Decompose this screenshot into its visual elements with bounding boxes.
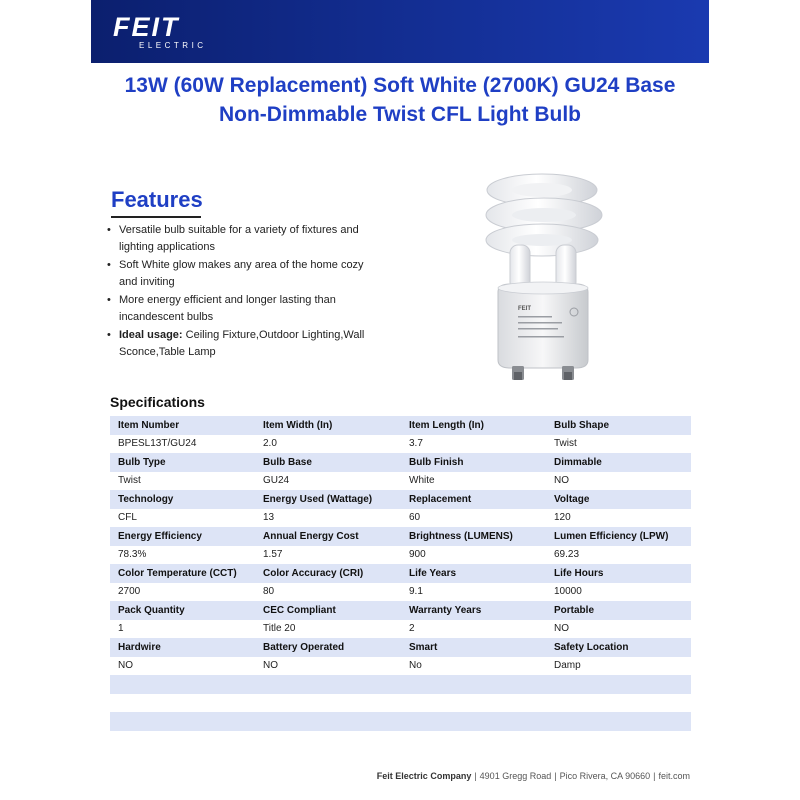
spec-value-cell: 69.23 <box>546 546 691 565</box>
spec-empty-cell <box>546 694 691 713</box>
spec-value-cell: 60 <box>401 509 546 528</box>
spec-header-cell: Bulb Base <box>255 453 401 472</box>
features-heading: Features <box>111 187 203 212</box>
feature-item-usage <box>107 327 377 361</box>
spec-header-cell: Warranty Years <box>401 601 546 620</box>
cfl-twist-bulb-image <box>470 160 620 385</box>
product-title <box>91 71 709 129</box>
spec-header-cell: Portable <box>546 601 691 620</box>
spec-header-row <box>110 564 691 583</box>
header-banner <box>91 0 709 63</box>
spec-value-cell: Twist <box>546 435 691 454</box>
footer-separator: | <box>474 771 477 781</box>
spec-empty-cell <box>255 675 401 694</box>
spec-header-cell: Energy Efficiency <box>110 527 255 546</box>
spec-value-cell: 2 <box>401 620 546 639</box>
spec-header-cell: Voltage <box>546 490 691 509</box>
spec-value-row <box>110 472 691 491</box>
spec-empty-row <box>110 675 691 694</box>
spec-header-cell: Battery Operated <box>255 638 401 657</box>
spec-header-cell: Annual Energy Cost <box>255 527 401 546</box>
specifications-table <box>110 416 691 731</box>
spec-header-row <box>110 490 691 509</box>
spec-header-cell: Life Years <box>401 564 546 583</box>
spec-value-cell: 120 <box>546 509 691 528</box>
spec-header-row <box>110 601 691 620</box>
spec-empty-cell <box>110 712 255 731</box>
spec-value-row <box>110 435 691 454</box>
spec-value-cell: Twist <box>110 472 255 491</box>
logo-wordmark: FEIT <box>113 12 180 42</box>
spec-value-cell: CFL <box>110 509 255 528</box>
spec-header-cell: Bulb Finish <box>401 453 546 472</box>
spec-empty-cell <box>546 675 691 694</box>
spec-value-cell: 9.1 <box>401 583 546 602</box>
spec-value-cell: 3.7 <box>401 435 546 454</box>
usage-label: Ideal usage: <box>119 329 183 341</box>
spec-header-cell: CEC Compliant <box>255 601 401 620</box>
footer-separator: | <box>653 771 656 781</box>
spec-header-cell: Color Temperature (CCT) <box>110 564 255 583</box>
spec-value-cell: NO <box>110 657 255 676</box>
product-title-line2: Non-Dimmable Twist CFL Light Bulb <box>218 103 582 126</box>
spec-header-row <box>110 527 691 546</box>
spec-value-cell: Title 20 <box>255 620 401 639</box>
spec-header-cell: Pack Quantity <box>110 601 255 620</box>
spec-header-cell: Brightness (LUMENS) <box>401 527 546 546</box>
specifications-heading: Specifications <box>110 394 205 410</box>
footer-company: Feit Electric Company <box>376 771 472 781</box>
spec-value-cell: 1.57 <box>255 546 401 565</box>
product-title-line1: 13W (60W Replacement) Soft White (2700K) GU24 Base <box>124 74 676 97</box>
spec-value-cell: 80 <box>255 583 401 602</box>
bullet-icon: • <box>107 294 111 306</box>
bullet-icon: • <box>107 329 111 341</box>
spec-header-row <box>110 638 691 657</box>
spec-header-cell: Dimmable <box>546 453 691 472</box>
spec-header-cell: Hardwire <box>110 638 255 657</box>
spec-header-cell: Replacement <box>401 490 546 509</box>
features-list <box>107 222 377 362</box>
bullet-icon: • <box>107 259 111 271</box>
spec-empty-row <box>110 694 691 713</box>
logo-subtext: ELECTRIC <box>139 41 207 50</box>
feature-item: • More energy efficient and longer lasting than incandescent bulbs <box>107 294 336 323</box>
spec-value-cell: 10000 <box>546 583 691 602</box>
spec-empty-cell <box>401 675 546 694</box>
spec-header-cell: Bulb Shape <box>546 416 691 435</box>
spec-empty-cell <box>110 694 255 713</box>
features-underline <box>111 216 201 218</box>
bullet-icon: • <box>107 224 111 236</box>
spec-empty-cell <box>110 675 255 694</box>
spec-header-cell: Item Width (In) <box>255 416 401 435</box>
footer <box>377 771 690 781</box>
spec-value-cell: 1 <box>110 620 255 639</box>
spec-value-cell: 78.3% <box>110 546 255 565</box>
spec-value-cell: 13 <box>255 509 401 528</box>
spec-empty-cell <box>255 694 401 713</box>
spec-value-cell: White <box>401 472 546 491</box>
spec-header-cell: Color Accuracy (CRI) <box>255 564 401 583</box>
spec-header-cell: Item Length (In) <box>401 416 546 435</box>
spec-value-row <box>110 509 691 528</box>
spec-empty-cell <box>401 694 546 713</box>
spec-value-cell: GU24 <box>255 472 401 491</box>
spec-header-cell: Technology <box>110 490 255 509</box>
feature-item: • Versatile bulb suitable for a variety of fixtures and lighting applications <box>107 224 359 253</box>
spec-header-row <box>110 416 691 435</box>
spec-header-cell: Energy Used (Wattage) <box>255 490 401 509</box>
spec-value-cell: 900 <box>401 546 546 565</box>
footer-separator: | <box>554 771 557 781</box>
spec-value-cell: 2.0 <box>255 435 401 454</box>
spec-header-cell: Smart <box>401 638 546 657</box>
spec-empty-cell <box>401 712 546 731</box>
footer-website-link[interactable]: feit.com <box>658 771 690 781</box>
spec-value-cell: No <box>401 657 546 676</box>
spec-empty-row <box>110 712 691 731</box>
spec-value-cell: NO <box>546 472 691 491</box>
spec-value-row <box>110 546 691 565</box>
bulb-label-text: FEIT <box>518 306 531 312</box>
spec-header-cell: Bulb Type <box>110 453 255 472</box>
spec-empty-cell <box>255 712 401 731</box>
feit-electric-logo <box>113 14 207 51</box>
spec-header-cell: Life Hours <box>546 564 691 583</box>
item-number-link[interactable]: BPESL13T/GU24 <box>110 435 255 454</box>
feature-item: • Soft White glow makes any area of the home cozy and inviting <box>107 259 364 288</box>
spec-value-row <box>110 620 691 639</box>
spec-empty-cell <box>546 712 691 731</box>
spec-value-row <box>110 583 691 602</box>
spec-header-cell: Lumen Efficiency (LPW) <box>546 527 691 546</box>
footer-address: 4901 Gregg Road <box>479 771 552 781</box>
spec-header-row <box>110 453 691 472</box>
footer-city: Pico Rivera, CA 90660 <box>559 771 651 781</box>
usage-value: Ceiling Fixture,Outdoor Lighting,Wall Sconce,Table Lamp <box>119 329 365 358</box>
spec-value-cell: 2700 <box>110 583 255 602</box>
spec-value-cell: NO <box>546 620 691 639</box>
spec-value-cell: NO <box>255 657 401 676</box>
spec-header-cell: Safety Location <box>546 638 691 657</box>
spec-value-cell: Damp <box>546 657 691 676</box>
spec-header-cell: Item Number <box>110 416 255 435</box>
spec-value-row <box>110 657 691 676</box>
